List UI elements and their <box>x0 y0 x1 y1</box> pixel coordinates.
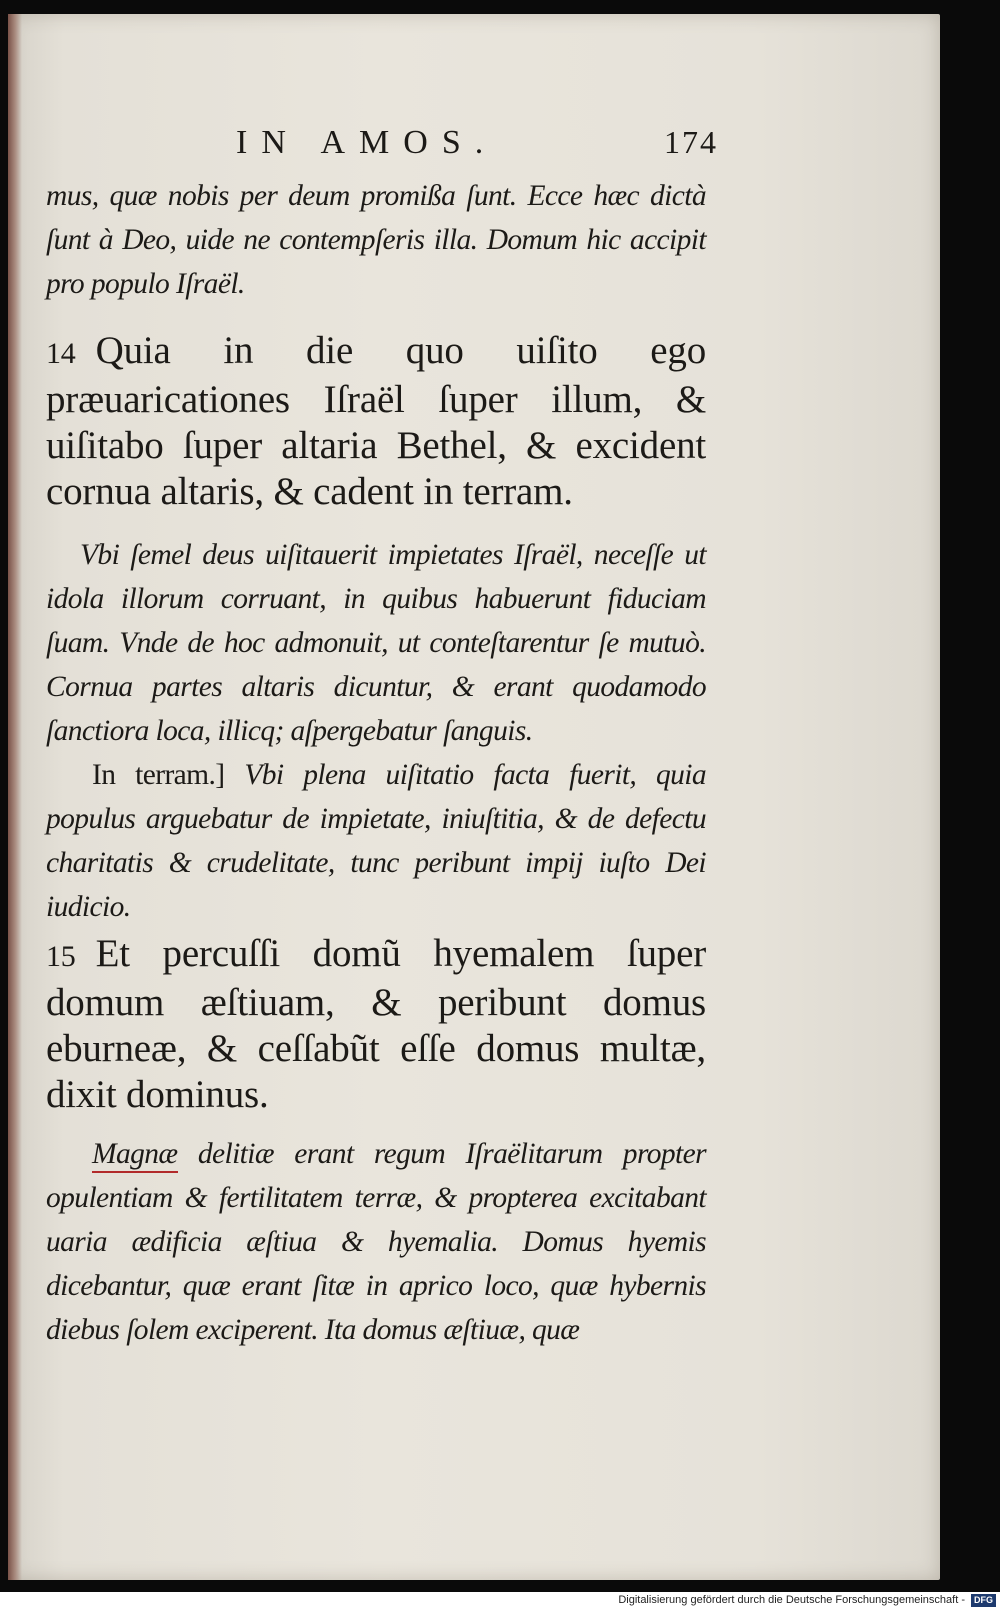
running-title: IN AMOS. <box>236 124 498 161</box>
dfg-logo: DFG <box>971 1594 996 1607</box>
book-page <box>8 14 940 1580</box>
verse-text: Quia in die quo uiſito ego præuaricationes Iſraël ſuper illum, & uiſitabo ſuper altaria Bethel, & excident cornua altaris, & cadent in terram. <box>46 329 706 513</box>
running-head <box>46 124 718 174</box>
commentary-text: delitiæ erant regum Iſraëlitarum propter opulentiam & fertilitatem terræ, & propterea excitabant uaria ædificia æſtiua & hyemalia. Domus hyemis dicebantur, quæ erant ſitæ in aprico loco, quæ hybernis diebus ſolem exciperent. Ita domus æſtiuæ, quæ <box>46 1138 706 1346</box>
verse-number: 15 <box>46 940 76 973</box>
commentary-text: mus, quæ nobis per deum promißa ſunt. Ecce hæc dictà ſunt à Deo, uide ne contempſeris illa. Domum hic accipit pro populo Iſraël. <box>46 180 706 300</box>
verse-number: 14 <box>46 337 76 370</box>
verse-paragraph <box>46 931 706 1118</box>
commentary-paragraph <box>46 1132 706 1352</box>
commentary-text: Vbi plena uiſitatio facta fuerit, quia populus arguebatur de impietate, iniuſtitia, & de defectu charitatis & crudelitate, tunc peribunt impij iuſto Dei iudicio. <box>46 759 707 923</box>
verse-text: Et percuſſi domũ hyemalem ſuper domum æſtiuam, & peribunt domus eburneæ, & ceſſabũt eſſe domus multæ, dixit dominus. <box>46 932 706 1116</box>
page-number: 174 <box>664 124 718 160</box>
verse-paragraph <box>46 328 706 515</box>
commentary-paragraph <box>46 174 706 306</box>
digitization-footer <box>0 1592 1000 1608</box>
commentary-lemma: In terram.] <box>92 759 225 791</box>
commentary-paragraph <box>46 533 706 753</box>
commentary-paragraph <box>46 753 706 929</box>
binding-gutter <box>8 14 22 1580</box>
page-text-block <box>46 124 718 1352</box>
funding-credit: Digitalisierung gefördert durch die Deutsche Forschungsgemeinschaft - <box>618 1594 965 1606</box>
commentary-text: Vbi ſemel deus uiſitauerit impietates Iſraël, neceſſe ut idola illorum corruant, in quibus habuerunt fiduciam ſuam. Vnde de hoc admonuit, ut conteſtarentur ſe mutuò. Cornua partes altaris dicuntur, & erant quodamodo ſanctiora loca, illicq; aſpergebatur ſanguis. <box>46 539 706 747</box>
underlined-word: Magnæ <box>92 1138 178 1173</box>
